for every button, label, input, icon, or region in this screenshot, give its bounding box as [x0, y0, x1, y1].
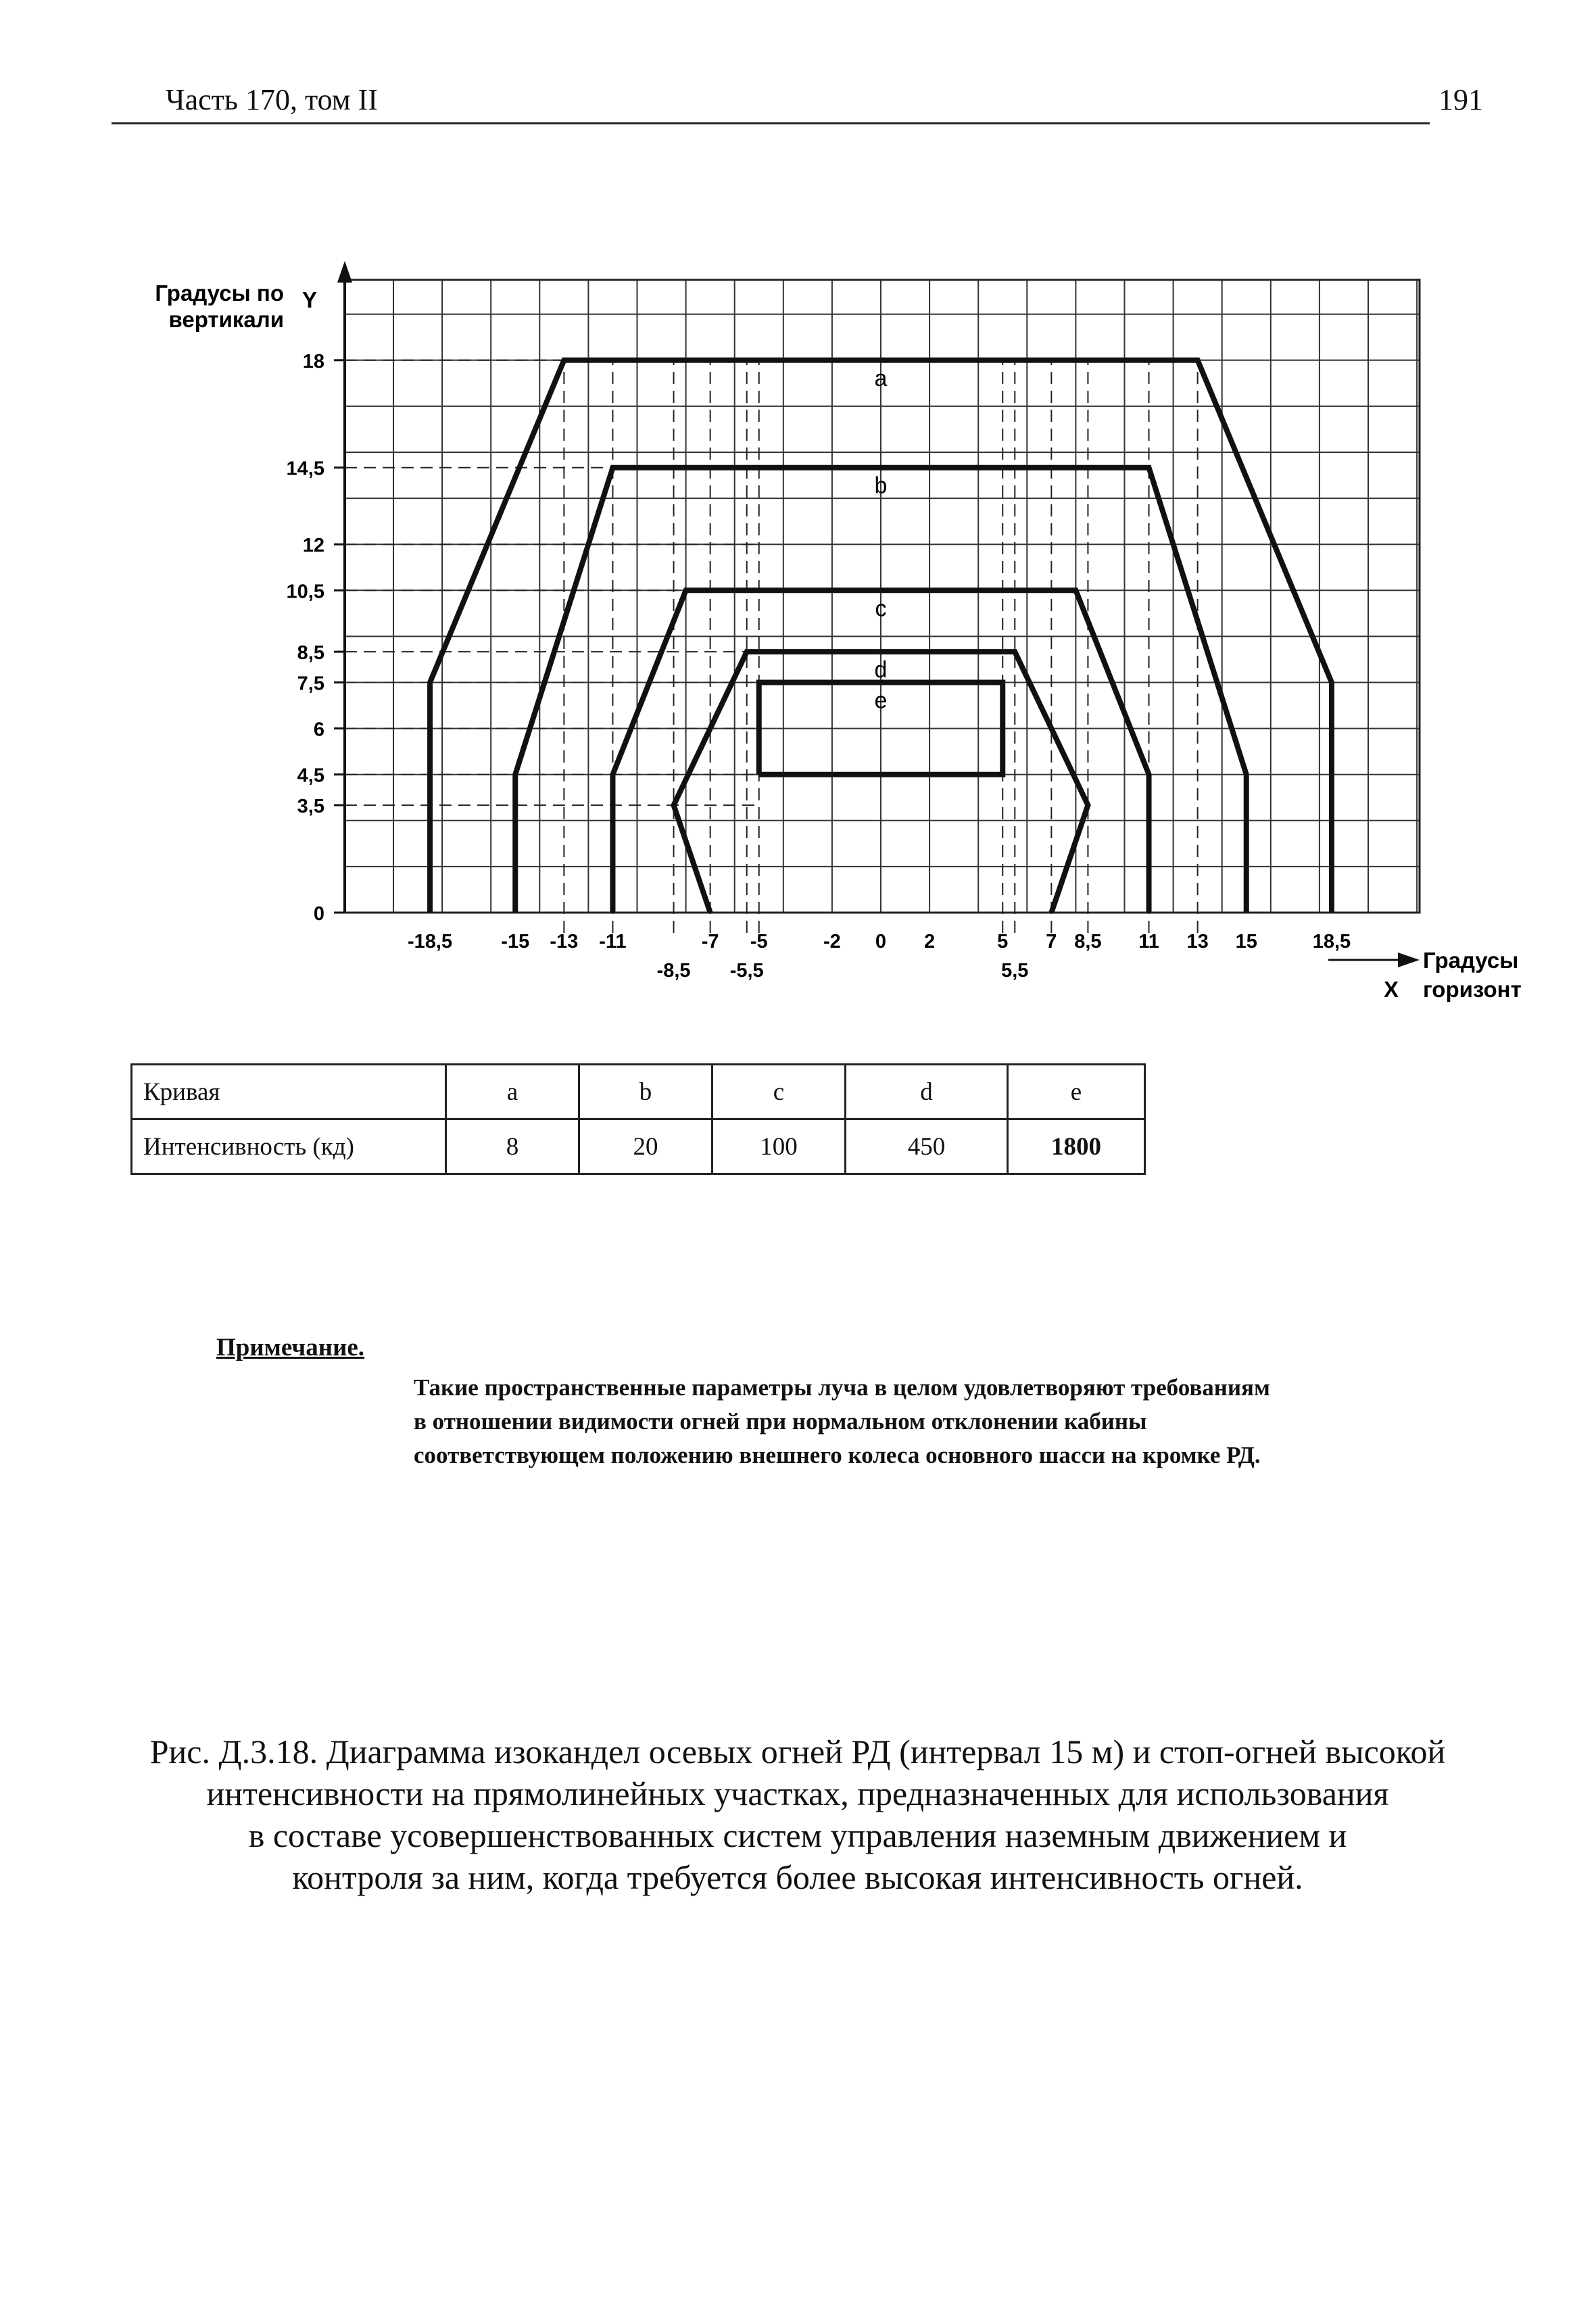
- x-axis-title: горизонт: [1423, 977, 1522, 1002]
- x-tick-label: -15: [501, 931, 530, 952]
- x-tick-label: 18,5: [1312, 931, 1351, 952]
- table-cell: 1800: [1008, 1119, 1145, 1174]
- x-tick-label: 11: [1138, 931, 1159, 952]
- y-axis-letter: Y: [301, 287, 318, 312]
- caption-line: в составе усовершенствованных систем управления наземным движением и: [248, 1816, 1347, 1854]
- series-label-a: a: [874, 365, 888, 391]
- table-cell: a: [446, 1065, 579, 1119]
- series-label-d: d: [874, 657, 888, 683]
- y-tick-label: 7,5: [297, 673, 324, 695]
- x-tick-label: -11: [599, 931, 627, 952]
- table-row: [132, 1119, 1145, 1174]
- note-title: Примечание.: [216, 1334, 365, 1361]
- note-body: [414, 1371, 1455, 1472]
- note-line: в отношении видимости огней при нормальном отклонении кабины: [414, 1408, 1147, 1434]
- y-axis-title: вертикали: [168, 307, 284, 332]
- chart-guides: [345, 360, 1198, 933]
- x-tick-label: 7: [1046, 931, 1057, 952]
- x-tick-label: 0: [875, 931, 887, 952]
- x-tick-label: -2: [823, 931, 841, 952]
- table-row: [132, 1065, 1145, 1119]
- series-label-c: c: [875, 596, 887, 622]
- x-tick-label: -5,5: [729, 960, 764, 982]
- y-axis-title: Градусы по: [155, 281, 284, 306]
- x-axis-letter: X: [1383, 977, 1399, 1002]
- caption-line: Рис. Д.3.18. Диаграмма изокандел осевых огней РД (интервал 15 м) и стоп-огней высокой: [149, 1733, 1446, 1770]
- table-cell: 20: [579, 1119, 712, 1174]
- note-line: Такие пространственные параметры луча в целом удовлетворяют требованиям: [414, 1374, 1270, 1401]
- x-axis-arrow: [1398, 952, 1420, 967]
- x-tick-label: 5: [997, 931, 1009, 952]
- table-cell: Кривая: [132, 1065, 446, 1119]
- series-label-b: b: [874, 473, 888, 499]
- y-tick-label: 18: [302, 350, 324, 372]
- x-tick-label: 5,5: [1001, 960, 1029, 982]
- intensity-table: [130, 1063, 1146, 1175]
- x-tick-label: -18,5: [408, 931, 453, 952]
- series-label-e: e: [874, 687, 888, 714]
- x-tick-label: 15: [1235, 931, 1257, 952]
- x-tick-label: -8,5: [656, 960, 691, 982]
- table-cell: 450: [846, 1119, 1008, 1174]
- caption-line: контроля за ним, когда требуется более высокая интенсивность огней.: [292, 1858, 1303, 1896]
- y-tick-label: 8,5: [297, 642, 324, 665]
- x-tick-label: -13: [550, 931, 579, 952]
- caption-line: интенсивности на прямолинейных участках, предназначенных для использования: [206, 1775, 1389, 1812]
- y-axis-arrow: [337, 261, 352, 283]
- y-tick-label: 0: [313, 903, 324, 925]
- x-tick-label: 8,5: [1074, 931, 1102, 952]
- table-cell: 8: [446, 1119, 579, 1174]
- table-cell: c: [712, 1065, 846, 1119]
- y-tick-label: 14,5: [286, 458, 324, 480]
- page-number: 191: [1438, 83, 1483, 116]
- y-tick-label: 12: [302, 535, 324, 557]
- y-tick-label: 4,5: [297, 765, 324, 787]
- table-cell: b: [579, 1065, 712, 1119]
- running-header: Часть 170, том II: [166, 83, 378, 116]
- x-axis-title: Градусы: [1423, 948, 1519, 973]
- x-tick-label: -7: [701, 931, 719, 952]
- x-tick-label: -5: [750, 931, 768, 952]
- x-tick-label: 2: [924, 931, 936, 952]
- table-cell: 100: [712, 1119, 846, 1174]
- note-line: соответствующем положению внешнего колеса основного шасси на кромке РД.: [414, 1442, 1261, 1468]
- x-tick-label: 13: [1186, 931, 1209, 952]
- table-cell: d: [846, 1065, 1008, 1119]
- y-tick-label: 10,5: [286, 581, 324, 603]
- isocandela-chart: [0, 0, 1596, 1014]
- y-tick-label: 3,5: [297, 796, 324, 818]
- table-cell: Интенсивность (кд): [132, 1119, 446, 1174]
- table-cell: e: [1008, 1065, 1145, 1119]
- y-tick-label: 6: [313, 719, 324, 741]
- figure-caption: [135, 1731, 1460, 1898]
